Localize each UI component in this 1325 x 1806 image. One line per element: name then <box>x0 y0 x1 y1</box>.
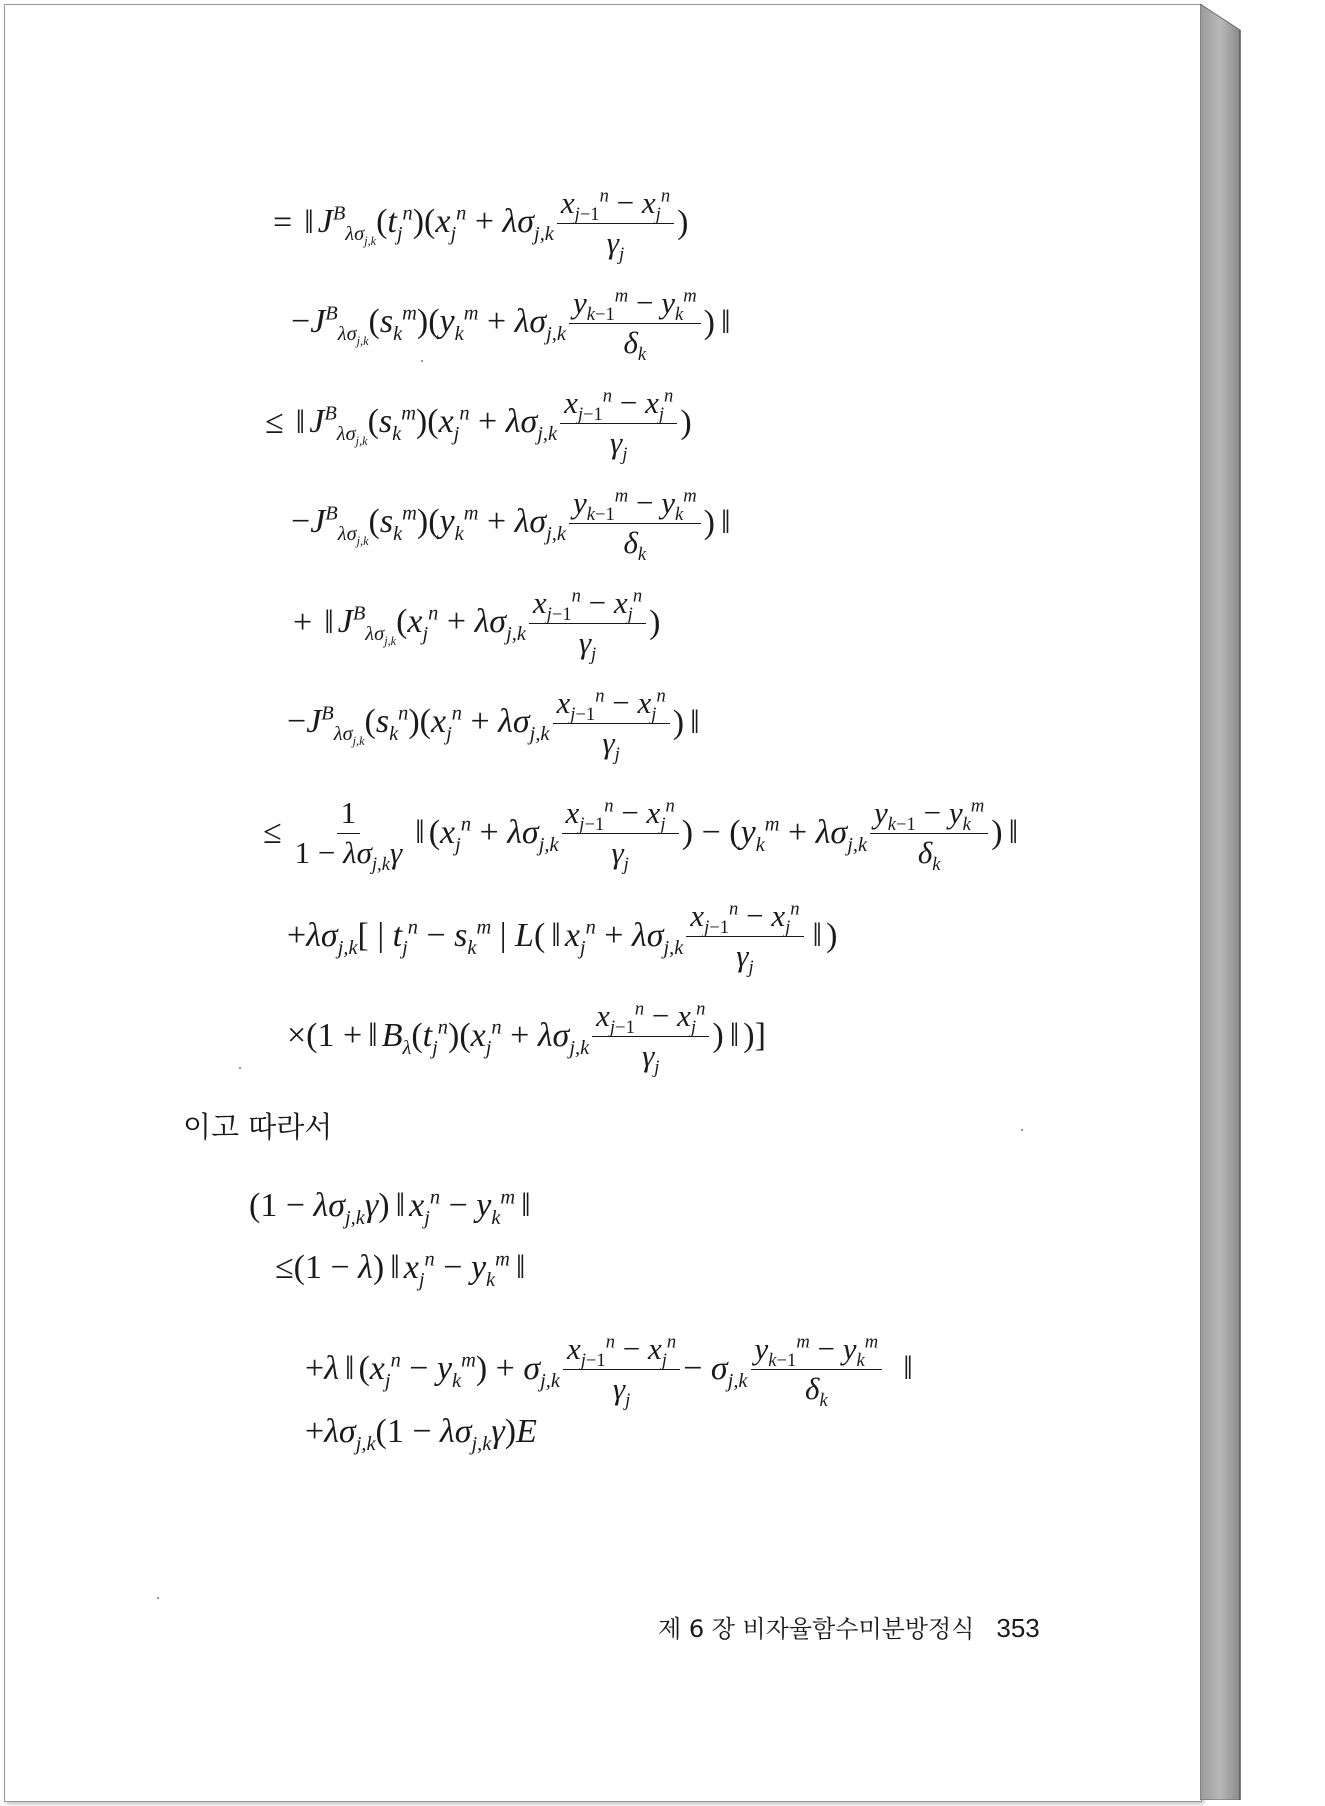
scan-speck <box>157 1597 159 1599</box>
equation-line-8: $+\lambda\sigma_{j,k}$[ | $t_j^n - s_k^m$ | L( ‖ $x_j^n + \lambda\sigma_{j,k}$ $\frac{x_{j-1}^n - x_j^n}{\gamma_j}$ ‖ ) <box>287 898 838 978</box>
equation-line-2: $-J^B_{\lambda\sigma_{j,k}}(s_k^m)(y_k^m + \lambda\sigma_{j,k}$ $\frac{y_{k-1}^m - y_k^m}{\delta_k}$ ) ‖ <box>291 285 729 365</box>
scan-speck <box>1021 1129 1023 1131</box>
equation-line-6: $-J^B_{\lambda\sigma_{j,k}}(s_k^n)(x_j^n + \lambda\sigma_{j,k}$ $\frac{x_{j-1}^n - x_j^n}{\gamma_j}$ ) ‖ <box>287 685 698 765</box>
chapter-title: 제 6 장 비자율함수미분방정식 <box>658 1615 975 1643</box>
scan-speck <box>239 1067 241 1069</box>
equation-line-5: + ‖ $J^B_{\lambda\sigma_{j,k}}(x_j^n + \lambda\sigma_{j,k}$ $\frac{x_{j-1}^n - x_j^n}{\gamma_j}$ ) <box>293 585 661 665</box>
book-edge <box>1200 4 1246 1800</box>
equation-line-12: +λ ‖ $(x_j^n - y_k^m) + \sigma_{j,k}$ $\frac{x_{j-1}^n - x_j^n}{\gamma_j}$ − $\sigma_{j,k}$ $\frac{y_{k-1}^m - y_k^m}{\delta_k}$ ‖ <box>305 1331 911 1411</box>
equation-line-10: $(1 - \lambda\sigma_{j,k}\gamma)$ ‖ $x_j^n - y_k^m$ ‖ <box>249 1186 529 1229</box>
equation-line-1: = ‖ $J^B_{\lambda\sigma_{j,k}}(t_j^n)(x_j^n + \lambda\sigma_{j,k}$ $\frac{x_{j-1}^n - x_j^n}{\gamma_j}$ ) <box>273 185 689 265</box>
equation-line-7: ≤ $\frac{1}{1 - \lambda\sigma_{j,k}\gamma}$ ‖ ($x_j^n + \lambda\sigma_{j,k}$ $\frac{x_{j-1}^n - x_j^n}{\gamma_j}$ ) − ($y_k^m + \lambda\sigma_{j,k}$ $\frac{y_{k-1} - y_k^m}{\delta_k}$ ) ‖ <box>263 795 1017 875</box>
page-sheet <box>4 4 1202 1802</box>
page-content <box>5 5 1201 1801</box>
equation-line-3: ≤ ‖ $J^B_{\lambda\sigma_{j,k}}(s_k^m)(x_j^n + \lambda\sigma_{j,k}$ $\frac{x_{j-1}^n - x_j^n}{\gamma_j}$ ) <box>265 385 692 465</box>
page-footer <box>658 1609 1040 1644</box>
equation-line-13: $+\lambda\sigma_{j,k}(1 - \lambda\sigma_{j,k}\gamma)E$ <box>305 1413 537 1455</box>
scan-speck <box>421 360 423 362</box>
page-number: 353 <box>996 1613 1040 1643</box>
equation-line-11: ≤(1 − λ) ‖ $x_j^n - y_k^m$ ‖ <box>275 1248 524 1291</box>
prose-connector: 이고 따라서 <box>183 1110 333 1144</box>
equation-line-4: $-J^B_{\lambda\sigma_{j,k}}(s_k^m)(y_k^m + \lambda\sigma_{j,k}$ $\frac{y_{k-1}^m - y_k^m}{\delta_k}$ ) ‖ <box>291 485 729 565</box>
equation-line-9: ×(1 + ‖ $B_\lambda(t_j^n)(x_j^n + \lambda\sigma_{j,k}$ $\frac{x_{j-1}^n - x_j^n}{\gamma_j}$ ) ‖ )] <box>287 998 766 1078</box>
